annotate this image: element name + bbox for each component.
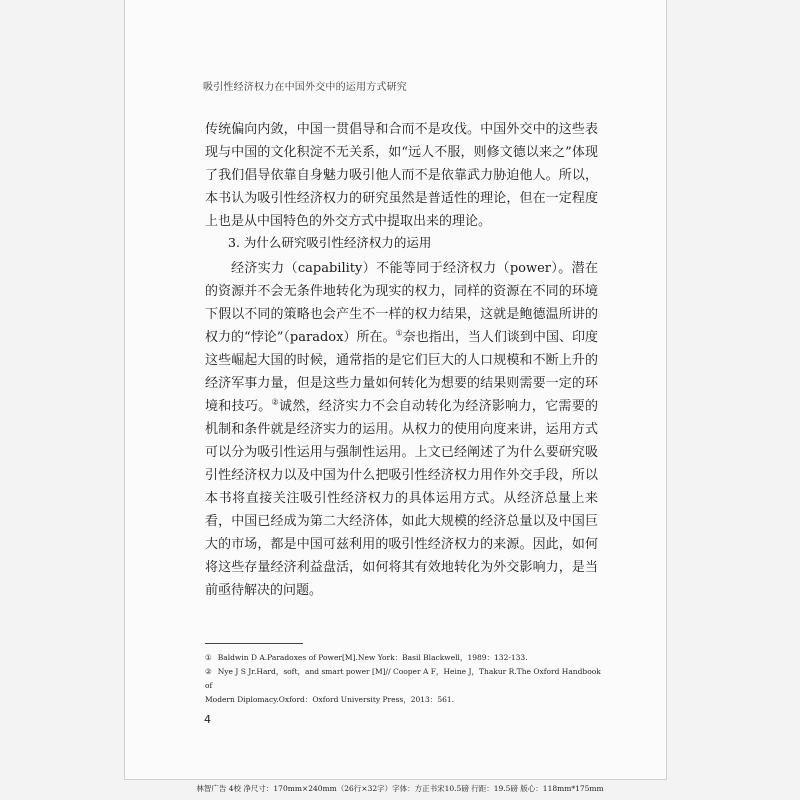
page-number: 4 xyxy=(204,713,211,726)
footnote-2-mark: ② xyxy=(205,667,212,676)
footnote-divider xyxy=(205,643,303,644)
footnote-ref-2: ② xyxy=(271,397,280,407)
running-head: 吸引性经济权力在中国外交中的运用方式研究 xyxy=(203,82,407,93)
paragraph-2 xyxy=(205,257,598,602)
paragraph-1-text: 传统偏向内敛，中国一贯倡导和合而不是攻伐。中国外交中的这些表现与中国的文化积淀不无关系，如“远人不服，则修文德以来之”体现了我们倡导依靠自身魅力吸引他人而不是依靠武力胁迫他人。所以，本书认为吸引性经济权力的研究虽然是普适性的理论，但在一定程度上也是从中国特色的外交方式中提取出来的理论。 xyxy=(205,122,598,229)
section-heading: 3. 为什么研究吸引性经济权力的运用 xyxy=(228,235,432,250)
footnote-2 xyxy=(205,665,605,693)
footnote-1-text: Baldwin D A.Paradoxes of Power[M].New York：Basil Blackwell，1989：132-133. xyxy=(217,653,528,662)
footnote-1-mark: ① xyxy=(205,653,212,662)
footnote-2-text: Nye J S Jr.Hard，soft，and smart power [M]// Cooper A F，Heine J，Thakur R.The Oxford Handbook of xyxy=(205,667,601,690)
footnotes xyxy=(205,651,605,707)
footnote-1 xyxy=(205,651,605,665)
printer-imprint: 林智广告 4校 净尺寸：170mm×240mm（26行×32字）字体：方正书宋10.5磅 行距：19.5磅 版心：118mm*175mm xyxy=(196,784,604,793)
footnote-ref-1: ① xyxy=(395,328,403,338)
paragraph-2-part-3: 诚然，经济实力不会自动转化为经济影响力，它需要的机制和条件就是经济实力的运用。从权力的使用向度来讲，运用方式可以分为吸引性运用与强制性运用。上文已经阐述了为什么要研究吸引性经济权力以及中国为什么把吸引性经济权力用作外交手段，所以本书将直接关注吸引性经济权力的具体运用方式。从经济总量上来看，中国已经成为第二大经济体，如此大规模的经济总量以及中国巨大的市场，都是中国可兹利用的吸引性经济权力的来源。因此，如何将这些存量经济利益盘活，如何将其有效地转化为外交影响力，是当前亟待解决的问题。 xyxy=(205,399,598,598)
footnote-2-continuation: Modern Diplomacy.Oxford：Oxford University Press，2013：561. xyxy=(205,695,455,704)
paragraph-2-part-2: 奈也指出，当人们谈到中国、印度这些崛起大国的时候，通常指的是它们巨大的人口规模和不断上升的经济军事力量，但是这些力量如何转化为想要的结果则需要一定的环境和技巧。 xyxy=(205,330,599,414)
paragraph-1 xyxy=(205,118,598,233)
paragraph-2-part-1: 经济实力（capability）不能等同于经济权力（power）。潜在的资源并不会无条件地转化为现实的权力，同样的资源在不同的环境下假以不同的策略也会产生不一样的权力结果，这就是鲍德温所讲的权力的“悖论”（paradox）所在。 xyxy=(205,261,598,345)
